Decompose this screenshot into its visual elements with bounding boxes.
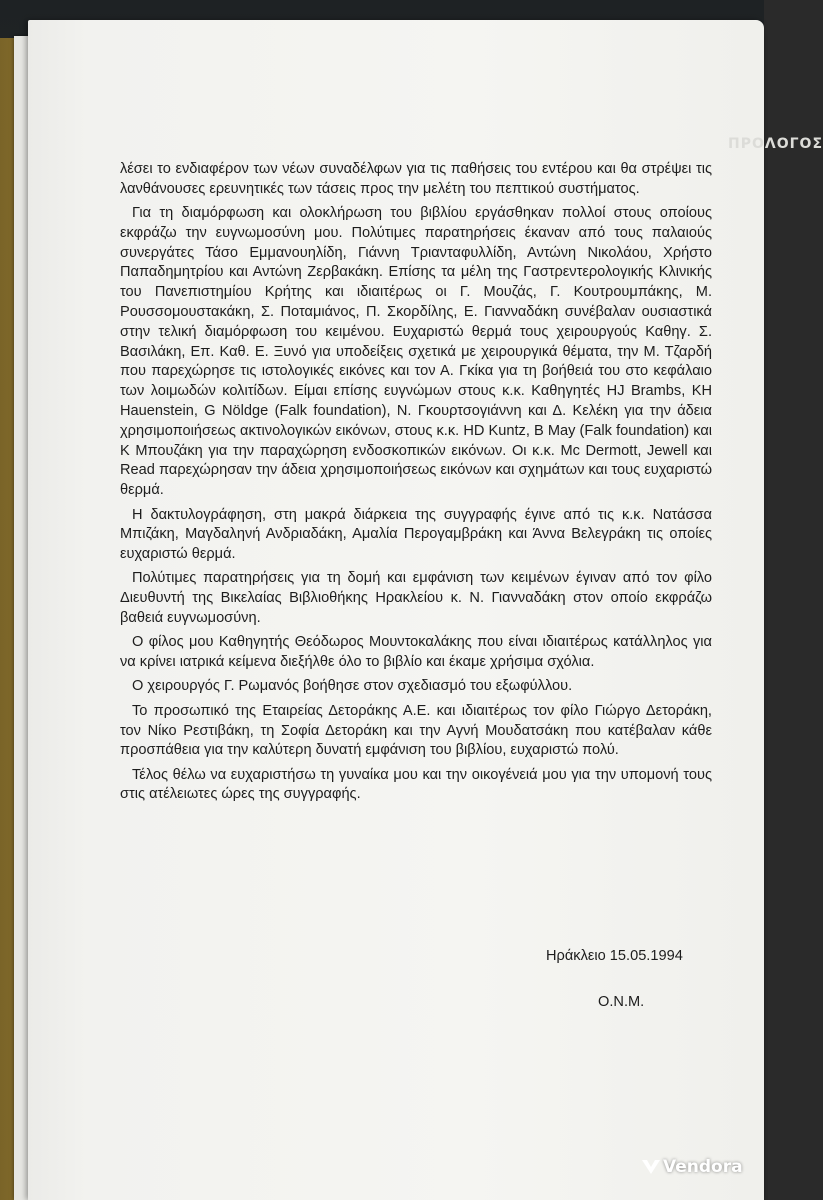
- watermark-text: Vendora: [663, 1157, 743, 1177]
- paragraph: Η δακτυλογράφηση, στη μακρά διάρκεια της συγγραφής έγινε από τις κ.κ. Νατάσσα Μπιζάκη, Μαγδαληνή Ανδριαδάκη, Αμαλία Περογαμβράκη και Άννα Βελεγράκη τις οποίες ευχαριστώ θερμά.: [120, 506, 712, 563]
- paragraph: λέσει το ενδιαφέρον των νέων συναδέλφων για τις παθήσεις του εντέρου και θα στρέψει τις λανθάνουσες ερευνητικές των τάσεις προς την μελέτη του πεπτικού συστήματος.: [120, 161, 712, 197]
- paragraph: Τέλος θέλω να ευχαριστήσω τη γυναίκα μου και την οικογένειά μου για την υπομονή τους στις ατέλειωτες ώρες της συγγραφής.: [120, 766, 712, 803]
- vendora-watermark: [641, 1157, 743, 1177]
- show-through-heading: ΠΡΟΛΟΓΟΣ: [728, 136, 823, 152]
- paragraph: Πολύτιμες παρατηρήσεις για τη δομή και εμφάνιση των κειμένων έγιναν από τον φίλο Διευθυντή της Βικελαίας Βιβλιοθήκης Ηρακλείου κ. Ν. Γιανναδάκη στον οποίο εκφράζω βαθειά ευγνωμοσύνη.: [120, 570, 712, 627]
- paragraph: Ο χειρουργός Γ. Ρωμανός βοήθησε στον σχεδιασμό του εξωφύλλου.: [132, 678, 573, 695]
- paragraph: Το προσωπικό της Εταιρείας Δετοράκης Α.Ε. και ιδιαιτέρως τον φίλο Γιώργο Δετοράκη, τον Νίκο Ρεστιβάκη, τη Σοφία Δετοράκη και την Αγνή Μουδατσάκη που κατέβαλαν κάθε προσπάθεια για την καλύτερη δυνατή εμφάνιση του βιβλίου, ευχαριστώ πολύ.: [120, 702, 712, 759]
- author-initials: Ο.Ν.Μ.: [598, 994, 645, 1010]
- page-body: [120, 160, 712, 810]
- paragraph: Για τη διαμόρφωση και ολοκλήρωση του βιβλίου εργάσθηκαν πολλοί στους οποίους εκφράζω την ευγνωμοσύνη μου. Πολύτιμες παρατηρήσεις έκαναν από τους παλαιούς συνεργάτες Τάσο Εμμανουηλίδη, Γιάννη Τριανταφυλλίδη, Αντώνη Νικολάου, Χρήστο Παπαδημητρίου και Αντώνη Ζερβακάκη. Επίσης τα μέλη της Γαστρεντερολογικής Κλινικής του Πανεπιστημίου Κρήτης και ιδιαιτέρως οι Γ. Μουζάς, Γ. Κουτρουμπάκης, Μ. Ρουσσομουστακάκη, Σ. Ποταμιάνος, Π. Σκορδίλης, Ε. Γιανναδάκη συνέβαλαν ουσιαστικά στην τελική διαμόρφωση του κειμένου. Ευχαριστώ θερμά τους χειρουργούς Καθηγ. Σ. Βασιλάκη, Επ. Καθ. Ε. Ξυνό για υποδείξεις σχετικά με χειρουργικά θέματα, την Μ. Τζαρδή που παρεχώρησε τις ιστολογικές εικόνες και τον Α. Γκίκα για τη βοήθειά του στο κεφάλαιο των λοιμωδών κολιτίδων. Είμαι επίσης ευγνώμων στους κ.κ. Καθηγητές HJ Brambs, KH Hauenstein, G Nöldge (Falk foundation), Ν. Γκουρτσογιάννη και Δ. Κελέκη για την άδεια χρησιμοποιήσεως ακτινολογικών εικόνων, στους κ.κ. HD Kuntz, B May (Falk foundation) και Κ Μπουζάκη για την παραχώρηση ενδοσκοπικών εικόνων. Οι κ.κ. Mc Dermott, Jewell και Read παρεχώρησαν την άδεια χρησιμοποιήσεως εικόνων και σχημάτων και τους ευχαριστώ θερμά.: [120, 205, 712, 499]
- paragraph: Ο φίλος μου Καθηγητής Θεόδωρος Μουντοκαλάκης που είναι ιδιαιτέρως κατάλληλος για να κρίνει ιατρικά κείμενα διεξήλθε όλο το βιβλίο και έκαμε χρήσιμα σχόλια.: [120, 634, 712, 671]
- vendora-logo-icon: [641, 1158, 661, 1176]
- place-date: Ηράκλειο 15.05.1994: [546, 948, 683, 964]
